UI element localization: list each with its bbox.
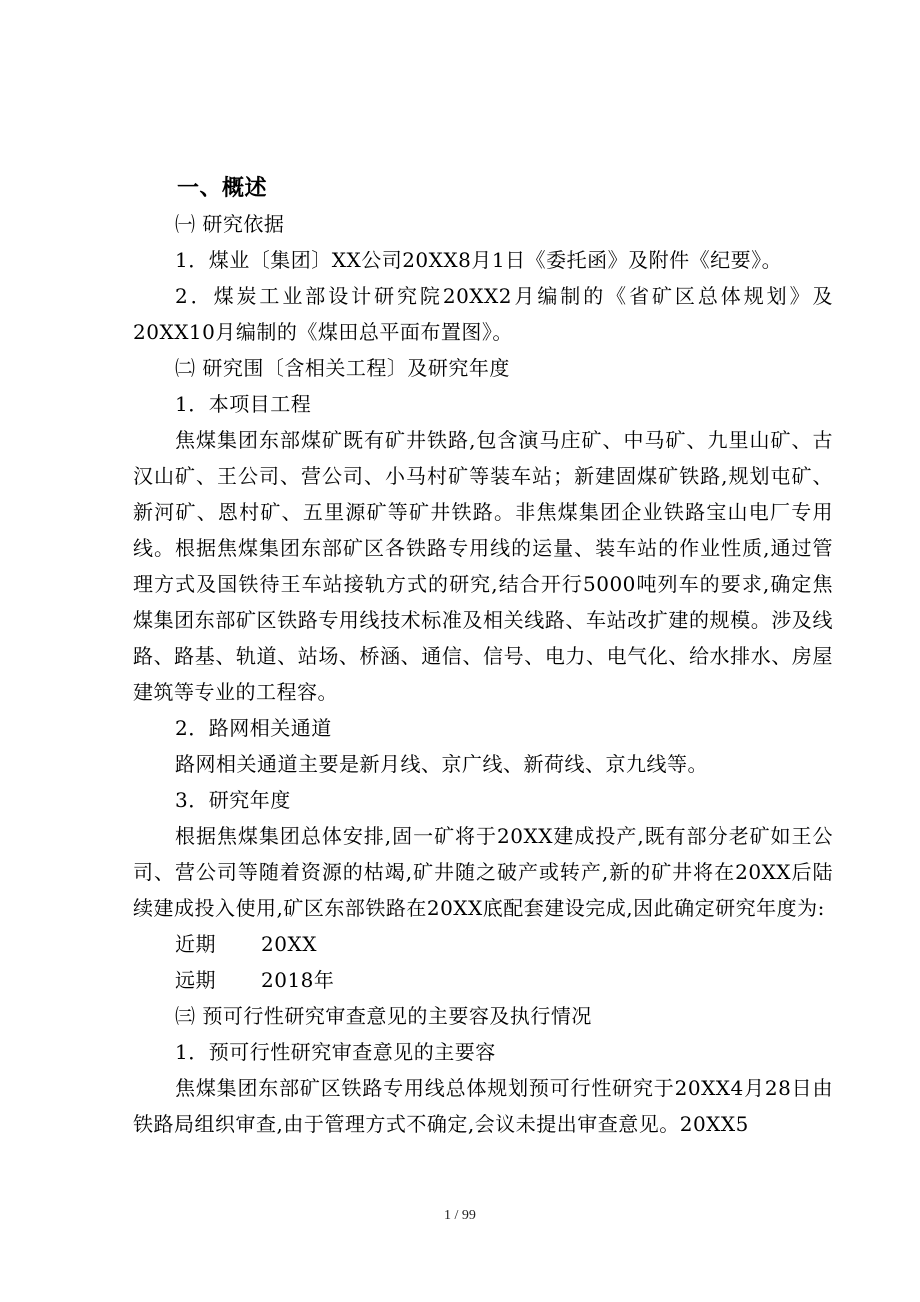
period-label-near: 近期	[175, 932, 216, 956]
item-project-title: 1．本项目工程	[175, 392, 312, 416]
period-value-near: 20XX	[261, 932, 317, 956]
review-title: 1．预可行性研究审查意见的主要容	[175, 1040, 496, 1064]
subsection-title-review: ㈢ 预可行性研究审查意见的主要容及执行情况	[175, 1004, 592, 1028]
basis-item-1: 1．煤业〔集团〕XX公司20XX8月1日《委托函》及附件《纪要》。	[175, 248, 783, 272]
subsection-title-basis: ㈠ 研究依据	[175, 212, 285, 236]
item-year-body: 根据焦煤集团总体安排,固一矿将于20XX建成投产,既有部分老矿如王公司、营公司等随着资源的枯竭,矿井随之破产或转产,新的矿井将在20XX后陆续建成投入使用,矿区东部铁路在20XX底配套建设完成,因此确定研究年度为:	[133, 824, 833, 920]
subsection-title-scope: ㈡ 研究围〔含相关工程〕及研究年度	[175, 356, 510, 380]
period-label-far: 远期	[175, 968, 216, 992]
period-value-far: 2018年	[261, 968, 335, 992]
page-number: 1 / 99	[444, 1208, 476, 1223]
period-row-near	[133, 926, 833, 962]
item-network-title: 2．路网相关通道	[175, 716, 332, 740]
basis-item-2: 2．煤炭工业部设计研究院20XX2月编制的《省矿区总体规划》及20XX10月编制的《煤田总平面布置图》。	[133, 284, 833, 344]
document-body	[133, 170, 833, 1142]
item-year-title: 3．研究年度	[175, 788, 291, 812]
period-row-far	[133, 962, 833, 998]
review-body: 焦煤集团东部矿区铁路专用线总体规划预可行性研究于20XX4月28日由铁路局组织审查,由于管理方式不确定,会议未提出审查意见。20XX5	[133, 1076, 833, 1136]
section-title: 一、概述	[177, 175, 268, 201]
item-project-body: 焦煤集团东部煤矿既有矿井铁路,包含演马庄矿、中马矿、九里山矿、古汉山矿、王公司、营公司、小马村矿等装车站；新建固煤矿铁路,规划屯矿、新河矿、恩村矿、五里源矿等矿井铁路。非焦煤集团企业铁路宝山电厂专用线。根据焦煤集团东部矿区各铁路专用线的运量、装车站的作业性质,通过管理方式及国铁待王车站接轨方式的研究,结合开行5000吨列车的要求,确定焦煤集团东部矿区铁路专用线技术标准及相关线路、车站改扩建的规模。涉及线路、路基、轨道、站场、桥涵、通信、信号、电力、电气化、给水排水、房屋建筑等专业的工程容。	[133, 428, 833, 704]
item-network-body: 路网相关通道主要是新月线、京广线、新荷线、京九线等。	[175, 752, 708, 776]
